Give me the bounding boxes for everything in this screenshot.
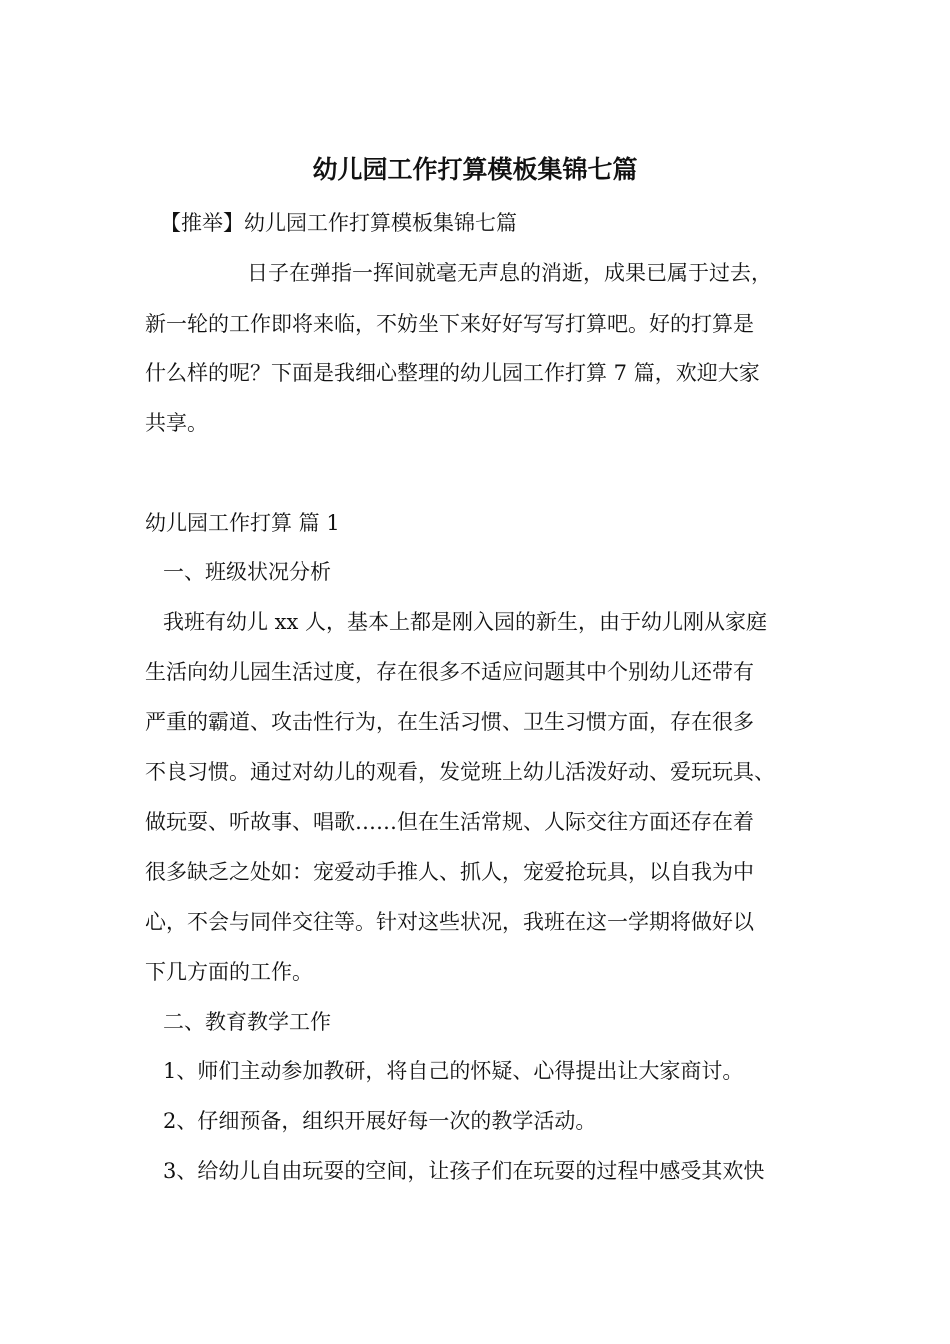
section-heading-plan-1: 幼儿园工作打算 篇 1: [145, 511, 340, 535]
analysis-paragraph-line-8: 下几方面的工作。: [145, 960, 313, 984]
teaching-item-1: 1、师们主动参加教研，将自己的怀疑、心得提出让大家商讨。: [163, 1059, 744, 1083]
teaching-item-2: 2、仔细预备，组织开展好每一次的教学活动。: [163, 1109, 597, 1133]
intro-recommend-line: 【推举】幼儿园工作打算模板集锦七篇: [160, 211, 517, 235]
analysis-paragraph-line-7: 心，不会与同伴交往等。针对这些状况，我班在这一学期将做好以: [145, 910, 754, 934]
analysis-paragraph-line-4: 不良习惯。通过对幼儿的观看，发觉班上幼儿活泼好动、爱玩玩具、: [145, 760, 775, 784]
analysis-paragraph-line-1: 我班有幼儿 xx 人，基本上都是刚入园的新生，由于幼儿刚从家庭: [163, 610, 768, 634]
analysis-paragraph-line-5: 做玩耍、听故事、唱歌……但在生活常规、人际交往方面还存在着: [145, 810, 754, 834]
analysis-paragraph-line-3: 严重的霸道、攻击性行为，在生活习惯、卫生习惯方面，存在很多: [145, 710, 754, 734]
subheading-teaching-work: 二、教育教学工作: [163, 1010, 331, 1034]
document-title: 幼儿园工作打算模板集锦七篇: [312, 155, 638, 184]
intro-paragraph-line-2: 新一轮的工作即将来临，不妨坐下来好好写写打算吧。好的打算是: [145, 312, 754, 336]
teaching-item-3: 3、给幼儿自由玩耍的空间，让孩子们在玩耍的过程中感受其欢快: [163, 1159, 765, 1183]
intro-paragraph-line-1: 日子在弹指一挥间就毫无声息的消逝，成果已属于过去，: [247, 261, 772, 285]
subheading-class-analysis: 一、班级状况分析: [163, 560, 331, 584]
intro-paragraph-line-3: 什么样的呢？下面是我细心整理的幼儿园工作打算 7 篇，欢迎大家: [145, 361, 760, 385]
analysis-paragraph-line-6: 很多缺乏之处如：宠爱动手推人、抓人，宠爱抢玩具，以自我为中: [145, 860, 754, 884]
analysis-paragraph-line-2: 生活向幼儿园生活过度，存在很多不适应问题其中个别幼儿还带有: [145, 660, 754, 684]
intro-paragraph-line-4: 共享。: [145, 411, 208, 435]
